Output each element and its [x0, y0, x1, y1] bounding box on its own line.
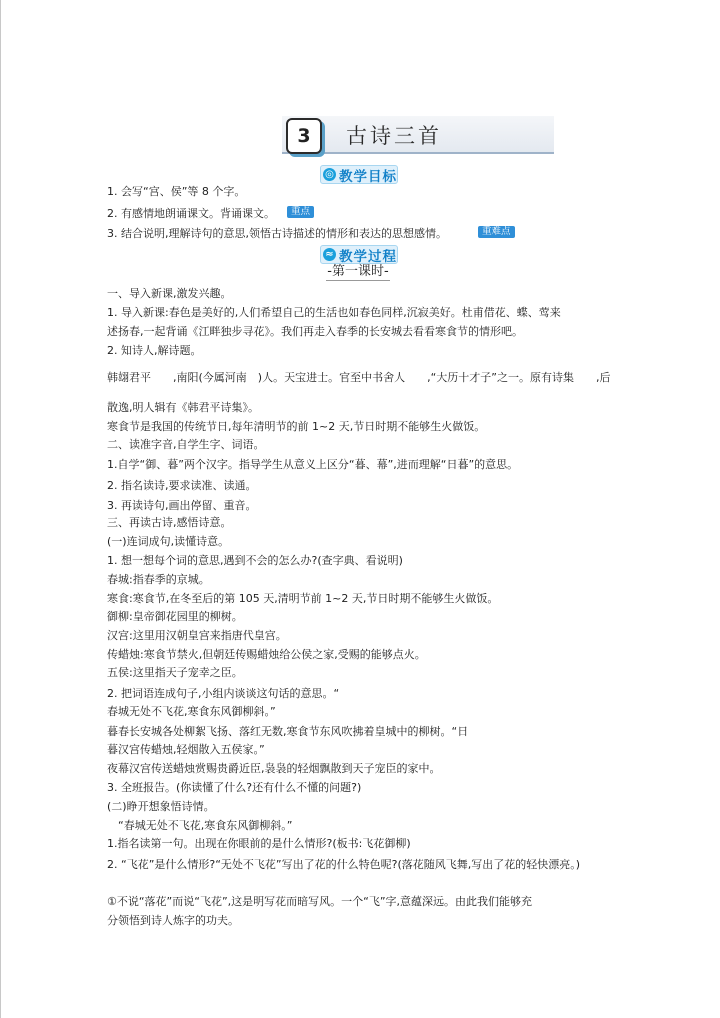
text-line: 3. 全班报告。(你读懂了什么?还有什么不懂的问题?)	[107, 781, 362, 794]
text-line: 散逸,明人辑有《韩君平诗集》。	[107, 401, 259, 414]
difficulty-tag: 重难点	[478, 226, 515, 238]
text-line: 三、再读古诗,感悟诗意。	[107, 516, 232, 529]
text-line: 二、读准字音,自学生字、词语。	[107, 438, 265, 451]
target-icon: ◎	[323, 168, 336, 181]
text-line: 寒食:寒食节,在冬至后的第 105 天,清明节前 1~2 天,节日时期不能够生火做饭。	[107, 592, 499, 605]
text-line: (一)连词成句,读懂诗意。	[107, 535, 230, 548]
section-goals-label: 教学目标	[339, 168, 397, 185]
text-line: 2. 有感情地朗诵课文。背诵课文。	[107, 207, 275, 220]
text-line: 2. “飞花”是什么情形?“无处不飞花”写出了花的什么特色呢?(落花随风飞舞,写出了花的轻快漂亮。)	[107, 858, 581, 871]
text-line: “春城无处不飞花,寒食东风御柳斜。”	[118, 819, 293, 832]
text-line: 1. 会写“宫、侯”等 8 个字。	[107, 185, 246, 198]
text-line: 寒食节是我国的传统节日,每年清明节的前 1~2 天,节日时期不能够生火做饭。	[107, 420, 486, 433]
section-process-label: 教学过程	[339, 248, 397, 265]
text-line: 分领悟到诗人炼字的功夫。	[107, 914, 239, 927]
text-line: 暮春长安城各处柳絮飞扬、落红无数,寒食节东风吹拂着皇城中的柳树。“日	[107, 725, 469, 738]
text-line: 1. 导入新课:春色是美好的,人们希望自己的生活也如春色同样,沉寂美好。杜甫借花、蝶、莺来	[107, 306, 561, 319]
text-line: 韩翃君平 ,南阳(今属河南 )人。天宝进士。官至中书舍人 ,“大历十才子”之一。原有诗集 ,后	[107, 371, 611, 384]
text-line: 御柳:皇帝御花园里的柳树。	[107, 610, 243, 623]
text-line: 述扬春,一起背诵《江畔独步寻花》。我们再走入春季的长安城去看看寒食节的情形吧。	[107, 325, 523, 338]
section-goals-header	[320, 165, 398, 184]
text-line: 夜幕汉宫传送蜡烛赏赐贵爵近臣,袅袅的轻烟飘散到天子宠臣的家中。	[107, 762, 441, 775]
process-icon: ≈	[323, 248, 336, 261]
text-line: 1. 想一想每个词的意思,遇到不会的怎么办?(查字典、看说明)	[107, 554, 403, 567]
text-line: 暮汉宫传蜡烛,轻烟散入五侯家。”	[107, 743, 265, 756]
text-line: 传蜡烛:寒食节禁火,但朝廷传赐蜡烛给公侯之家,受赐的能够点火。	[107, 648, 426, 661]
text-line: 1.指名读第一句。出现在你眼前的是什么情形?(板书:飞花御柳)	[107, 837, 411, 850]
key-point-tag: 重点	[287, 206, 314, 218]
text-line: (二)睁开想象悟诗情。	[107, 800, 215, 813]
text-line: 3. 再读诗句,画出停留、重音。	[107, 499, 257, 512]
text-line: 2. 指名读诗,要求读准、读通。	[107, 479, 257, 492]
lesson-number-badge: 3	[286, 118, 322, 154]
page-border	[0, 0, 1, 1018]
text-line: 春城:指春季的京城。	[107, 573, 210, 586]
lesson-period-label: -第一课时-	[327, 264, 389, 279]
text-line: ①不说“落花”而说“飞花”,这是明写花而暗写风。一个“飞”字,意蕴深远。由此我们能够充	[107, 895, 533, 908]
section-process-header	[320, 245, 398, 264]
text-line: 3. 结合说明,理解诗句的意思,领悟古诗描述的情形和表达的思想感情。	[107, 227, 447, 240]
text-line: 2. 把词语连成句子,小组内谈谈这句话的意思。“	[107, 687, 340, 700]
text-line: 汉宫:这里用汉朝皇宫来指唐代皇宫。	[107, 629, 287, 642]
page-title: 古诗三首	[346, 124, 442, 148]
text-line: 一、导入新课,激发兴趣。	[107, 287, 232, 300]
text-line: 五侯:这里指天子宠幸之臣。	[107, 666, 243, 679]
text-line: 2. 知诗人,解诗题。	[107, 344, 202, 357]
text-line: 春城无处不飞花,寒食东风御柳斜。”	[107, 705, 276, 718]
text-line: 1.自学“御、暮”两个汉字。指导学生从意义上区分“暮、幕”,进而理解“日暮”的意思。	[107, 458, 519, 471]
